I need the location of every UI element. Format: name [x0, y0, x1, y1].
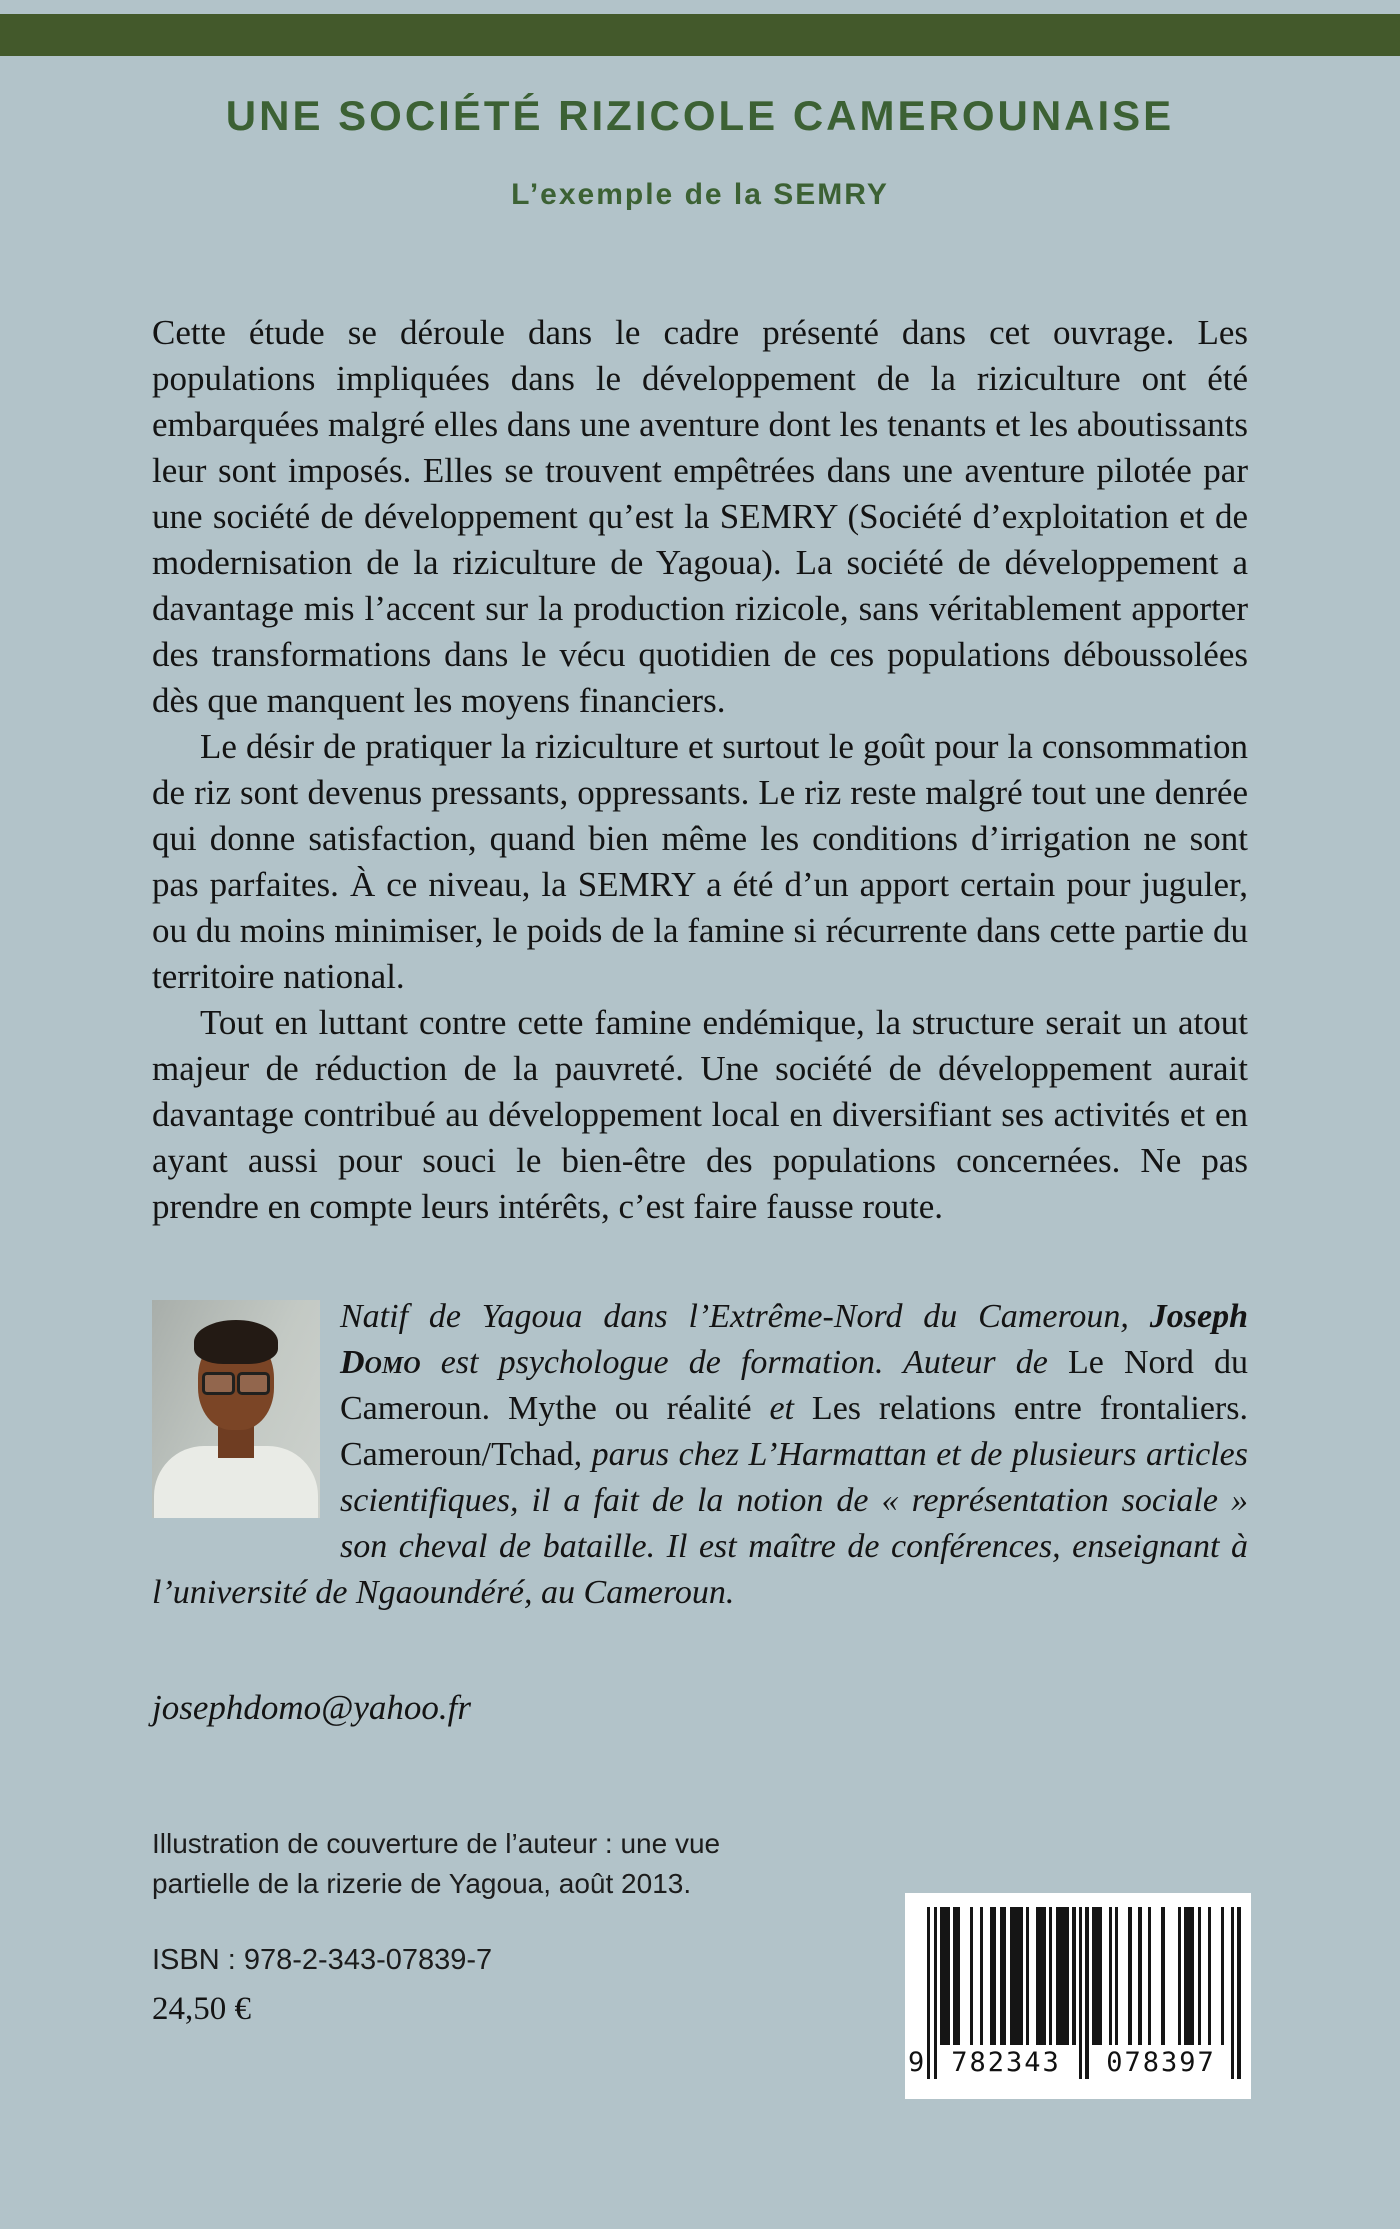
isbn: ISBN : 978-2-343-07839-7	[152, 1944, 493, 1976]
bio-segment: Le Nord du Cameroun. Mythe ou réalité	[340, 1344, 1248, 1427]
book-subtitle: L’exemple de la SEMRY	[511, 178, 889, 211]
bio-segment: Domo	[340, 1344, 421, 1381]
synopsis-paragraph-1: Cette étude se déroule dans le cadre présenté dans cet ouvrage. Les populations impliquées dans le développement de la riziculture ont été embarquées malgré elles dans une aventure dont les tenants et les aboutissants leur sont imposés. Elles se trouvent empêtrées dans une aventure pilotée par une société de développement qu’est la SEMRY (Société d’exploitation et de modernisation de la riziculture de Yagoua). La société de développement a davantage mis l’accent sur la production rizicole, sans véritablement apporter des transformations dans le vécu quotidien de ces populations déboussolées dès que manquent les moyens financiers.	[152, 313, 1248, 720]
barcode-digits-left: 782343	[951, 2047, 1061, 2078]
barcode-digit-first: 9	[908, 2047, 925, 2078]
cover-illustration-credit	[152, 1824, 1400, 1904]
author-photo	[152, 1300, 320, 1518]
bio-segment: Natif de Yagoua dans l’Extrême-Nord du Cameroun,	[340, 1298, 1150, 1335]
credit-line-1: Illustration de couverture de l’auteur : une vue	[152, 1828, 721, 1859]
credit-line-2: partielle de la rizerie de Yagoua, août 2013.	[152, 1868, 692, 1899]
barcode-digits-right: 078397	[1106, 2047, 1216, 2078]
author-bio	[152, 1294, 1248, 1616]
bio-segment: et	[769, 1390, 812, 1427]
bio-segment: est psychologue de formation. Auteur de	[420, 1344, 1068, 1381]
synopsis	[152, 310, 1248, 1230]
bio-segment: , parus chez L’Harmattan et de plusieurs articles scientifiques, il a fait de la notion de « représentation sociale » son cheval de bataille. Il est maître de conférences, enseignant à l’université de Ngaoundéré, au Cameroun.	[152, 1436, 1248, 1611]
author-email: josephdomo@yahoo.fr	[152, 1688, 471, 1727]
photo-glasses	[202, 1372, 270, 1392]
synopsis-paragraph-3: Tout en luttant contre cette famine endémique, la structure serait un atout majeur de réduction de la pauvreté. Une société de développement aurait davantage contribué au développement local en diversifiant ses activités et en ayant aussi pour souci le bien-être des populations concernées. Ne pas prendre en compte leurs intérêts, c’est faire fausse route.	[152, 1003, 1248, 1226]
bio-segment: Les relations entre frontaliers. Cameroun/Tchad	[340, 1390, 1248, 1473]
price: 24,50 €	[152, 1991, 251, 2027]
book-title: UNE SOCIÉTÉ RIZICOLE CAMEROUNAISE	[225, 92, 1175, 139]
bio-segment: Joseph	[1149, 1298, 1248, 1335]
synopsis-paragraph-2: Le désir de pratiquer la riziculture et surtout le goût pour la consommation de riz sont devenus pressants, oppressants. Le riz reste malgré tout une denrée qui donne satisfaction, quand bien même les conditions d’irrigation ne sont pas parfaites. À ce niveau, la SEMRY a été d’un apport certain pour juguler, ou du moins minimiser, le poids de la famine si récurrente dans cette partie du territoire national.	[152, 727, 1248, 996]
photo-hair	[194, 1320, 278, 1364]
barcode	[905, 1893, 1251, 2099]
top-green-bar	[0, 14, 1400, 56]
barcode-bars	[908, 1907, 1241, 2085]
